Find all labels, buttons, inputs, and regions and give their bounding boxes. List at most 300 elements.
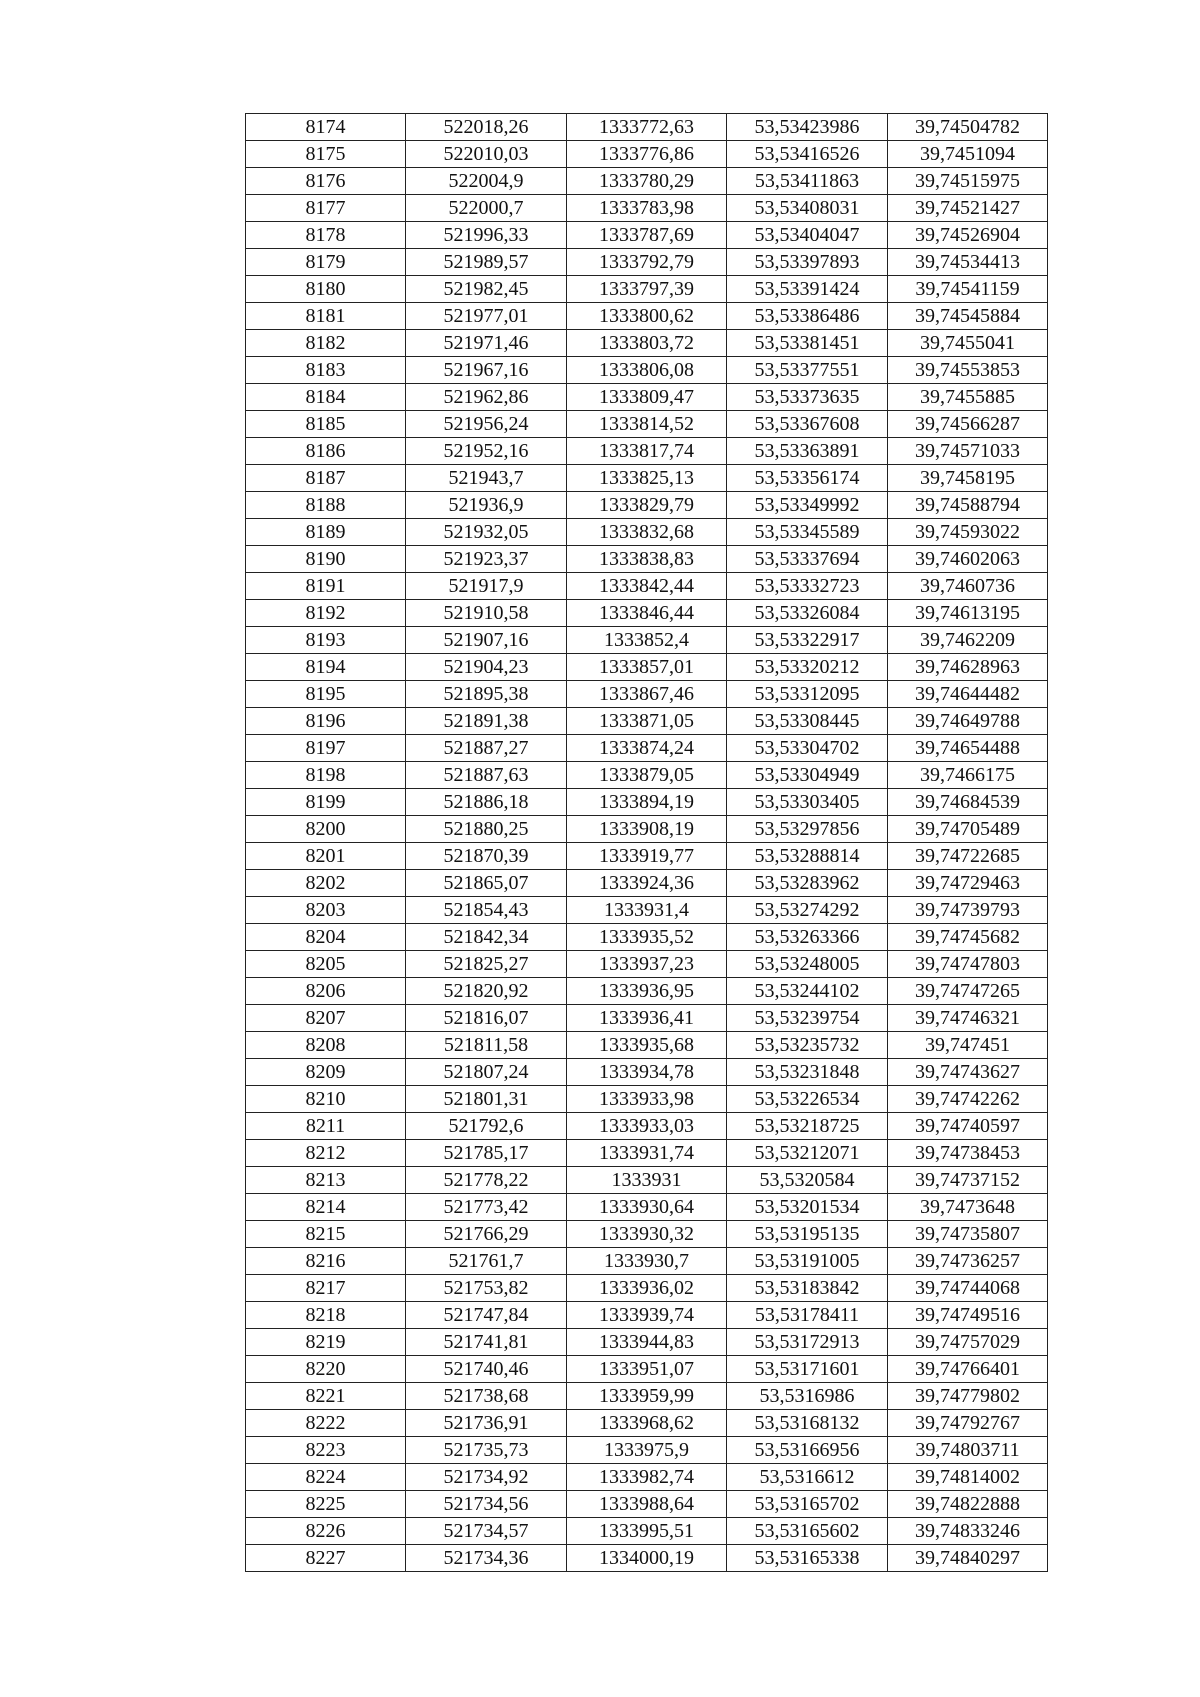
table-row [246, 708, 1048, 735]
table-row [246, 276, 1048, 303]
y-coordinate-cell: 1333959,99 [567, 1383, 727, 1410]
x-coordinate-cell: 521956,24 [406, 411, 567, 438]
x-coordinate-cell: 521785,17 [406, 1140, 567, 1167]
y-coordinate-cell: 1333783,98 [567, 195, 727, 222]
longitude-cell: 39,74735807 [888, 1221, 1048, 1248]
point-number-cell: 8217 [246, 1275, 406, 1302]
longitude-cell: 39,74757029 [888, 1329, 1048, 1356]
x-coordinate-cell: 521766,29 [406, 1221, 567, 1248]
point-number-cell: 8182 [246, 330, 406, 357]
point-number-cell: 8189 [246, 519, 406, 546]
latitude-cell: 53,53171601 [727, 1356, 888, 1383]
point-number-cell: 8201 [246, 843, 406, 870]
latitude-cell: 53,53168132 [727, 1410, 888, 1437]
point-number-cell: 8206 [246, 978, 406, 1005]
table-row [246, 951, 1048, 978]
longitude-cell: 39,74833246 [888, 1518, 1048, 1545]
point-number-cell: 8203 [246, 897, 406, 924]
y-coordinate-cell: 1333894,19 [567, 789, 727, 816]
longitude-cell: 39,74602063 [888, 546, 1048, 573]
longitude-cell: 39,74747265 [888, 978, 1048, 1005]
latitude-cell: 53,53165702 [727, 1491, 888, 1518]
point-number-cell: 8205 [246, 951, 406, 978]
y-coordinate-cell: 1333931,4 [567, 897, 727, 924]
x-coordinate-cell: 521825,27 [406, 951, 567, 978]
table-row [246, 789, 1048, 816]
y-coordinate-cell: 1333931 [567, 1167, 727, 1194]
table-row [246, 1383, 1048, 1410]
y-coordinate-cell: 1333936,02 [567, 1275, 727, 1302]
y-coordinate-cell: 1333772,63 [567, 114, 727, 141]
x-coordinate-cell: 521952,16 [406, 438, 567, 465]
table-row [246, 924, 1048, 951]
y-coordinate-cell: 1333846,44 [567, 600, 727, 627]
y-coordinate-cell: 1333825,13 [567, 465, 727, 492]
y-coordinate-cell: 1334000,19 [567, 1545, 727, 1572]
y-coordinate-cell: 1333936,95 [567, 978, 727, 1005]
x-coordinate-cell: 521773,42 [406, 1194, 567, 1221]
point-number-cell: 8193 [246, 627, 406, 654]
x-coordinate-cell: 521735,73 [406, 1437, 567, 1464]
x-coordinate-cell: 521971,46 [406, 330, 567, 357]
x-coordinate-cell: 521734,92 [406, 1464, 567, 1491]
x-coordinate-cell: 521887,63 [406, 762, 567, 789]
x-coordinate-cell: 521880,25 [406, 816, 567, 843]
table-row [246, 222, 1048, 249]
table-row [246, 1356, 1048, 1383]
point-number-cell: 8212 [246, 1140, 406, 1167]
table-row [246, 465, 1048, 492]
longitude-cell: 39,74803711 [888, 1437, 1048, 1464]
latitude-cell: 53,53304949 [727, 762, 888, 789]
x-coordinate-cell: 521895,38 [406, 681, 567, 708]
x-coordinate-cell: 521962,86 [406, 384, 567, 411]
table-row [246, 1194, 1048, 1221]
point-number-cell: 8188 [246, 492, 406, 519]
latitude-cell: 53,53244102 [727, 978, 888, 1005]
table-row [246, 1518, 1048, 1545]
table-row [246, 897, 1048, 924]
x-coordinate-cell: 521820,92 [406, 978, 567, 1005]
y-coordinate-cell: 1333931,74 [567, 1140, 727, 1167]
y-coordinate-cell: 1333933,03 [567, 1113, 727, 1140]
latitude-cell: 53,53165602 [727, 1518, 888, 1545]
y-coordinate-cell: 1333817,74 [567, 438, 727, 465]
y-coordinate-cell: 1333787,69 [567, 222, 727, 249]
table-row [246, 1248, 1048, 1275]
x-coordinate-cell: 521967,16 [406, 357, 567, 384]
latitude-cell: 53,53195135 [727, 1221, 888, 1248]
latitude-cell: 53,53349992 [727, 492, 888, 519]
x-coordinate-cell: 521807,24 [406, 1059, 567, 1086]
longitude-cell: 39,74553853 [888, 357, 1048, 384]
latitude-cell: 53,53191005 [727, 1248, 888, 1275]
latitude-cell: 53,53235732 [727, 1032, 888, 1059]
longitude-cell: 39,74779802 [888, 1383, 1048, 1410]
point-number-cell: 8209 [246, 1059, 406, 1086]
longitude-cell: 39,74792767 [888, 1410, 1048, 1437]
y-coordinate-cell: 1333800,62 [567, 303, 727, 330]
y-coordinate-cell: 1333867,46 [567, 681, 727, 708]
y-coordinate-cell: 1333968,62 [567, 1410, 727, 1437]
table-row [246, 1464, 1048, 1491]
y-coordinate-cell: 1333975,9 [567, 1437, 727, 1464]
latitude-cell: 53,53386486 [727, 303, 888, 330]
latitude-cell: 53,53212071 [727, 1140, 888, 1167]
longitude-cell: 39,74738453 [888, 1140, 1048, 1167]
latitude-cell: 53,53326084 [727, 600, 888, 627]
point-number-cell: 8200 [246, 816, 406, 843]
y-coordinate-cell: 1333776,86 [567, 141, 727, 168]
table-row [246, 843, 1048, 870]
point-number-cell: 8199 [246, 789, 406, 816]
longitude-cell: 39,7458195 [888, 465, 1048, 492]
longitude-cell: 39,74545884 [888, 303, 1048, 330]
point-number-cell: 8175 [246, 141, 406, 168]
longitude-cell: 39,7473648 [888, 1194, 1048, 1221]
x-coordinate-cell: 521943,7 [406, 465, 567, 492]
longitude-cell: 39,74649788 [888, 708, 1048, 735]
longitude-cell: 39,74745682 [888, 924, 1048, 951]
point-number-cell: 8220 [246, 1356, 406, 1383]
table-row [246, 141, 1048, 168]
point-number-cell: 8208 [246, 1032, 406, 1059]
latitude-cell: 53,53320212 [727, 654, 888, 681]
latitude-cell: 53,53356174 [727, 465, 888, 492]
y-coordinate-cell: 1333908,19 [567, 816, 727, 843]
table-row [246, 1059, 1048, 1086]
longitude-cell: 39,74814002 [888, 1464, 1048, 1491]
latitude-cell: 53,53337694 [727, 546, 888, 573]
point-number-cell: 8216 [246, 1248, 406, 1275]
latitude-cell: 53,53274292 [727, 897, 888, 924]
longitude-cell: 39,74742262 [888, 1086, 1048, 1113]
longitude-cell: 39,74739793 [888, 897, 1048, 924]
table-row [246, 303, 1048, 330]
x-coordinate-cell: 522018,26 [406, 114, 567, 141]
table-row [246, 1410, 1048, 1437]
latitude-cell: 53,53363891 [727, 438, 888, 465]
longitude-cell: 39,74526904 [888, 222, 1048, 249]
longitude-cell: 39,74822888 [888, 1491, 1048, 1518]
x-coordinate-cell: 521738,68 [406, 1383, 567, 1410]
y-coordinate-cell: 1333939,74 [567, 1302, 727, 1329]
table-row [246, 411, 1048, 438]
point-number-cell: 8215 [246, 1221, 406, 1248]
point-number-cell: 8226 [246, 1518, 406, 1545]
point-number-cell: 8178 [246, 222, 406, 249]
latitude-cell: 53,53303405 [727, 789, 888, 816]
latitude-cell: 53,53381451 [727, 330, 888, 357]
table-row [246, 1491, 1048, 1518]
y-coordinate-cell: 1333935,68 [567, 1032, 727, 1059]
x-coordinate-cell: 521932,05 [406, 519, 567, 546]
latitude-cell: 53,53345589 [727, 519, 888, 546]
latitude-cell: 53,53172913 [727, 1329, 888, 1356]
point-number-cell: 8227 [246, 1545, 406, 1572]
latitude-cell: 53,53288814 [727, 843, 888, 870]
x-coordinate-cell: 521734,36 [406, 1545, 567, 1572]
table-row [246, 1437, 1048, 1464]
y-coordinate-cell: 1333809,47 [567, 384, 727, 411]
point-number-cell: 8214 [246, 1194, 406, 1221]
longitude-cell: 39,74743627 [888, 1059, 1048, 1086]
y-coordinate-cell: 1333832,68 [567, 519, 727, 546]
x-coordinate-cell: 521977,01 [406, 303, 567, 330]
longitude-cell: 39,74737152 [888, 1167, 1048, 1194]
x-coordinate-cell: 521907,16 [406, 627, 567, 654]
longitude-cell: 39,74744068 [888, 1275, 1048, 1302]
longitude-cell: 39,74740597 [888, 1113, 1048, 1140]
table-row [246, 627, 1048, 654]
longitude-cell: 39,7455885 [888, 384, 1048, 411]
latitude-cell: 53,53226534 [727, 1086, 888, 1113]
point-number-cell: 8187 [246, 465, 406, 492]
longitude-cell: 39,74566287 [888, 411, 1048, 438]
latitude-cell: 53,53248005 [727, 951, 888, 978]
y-coordinate-cell: 1333930,32 [567, 1221, 727, 1248]
y-coordinate-cell: 1333792,79 [567, 249, 727, 276]
longitude-cell: 39,74644482 [888, 681, 1048, 708]
y-coordinate-cell: 1333838,83 [567, 546, 727, 573]
y-coordinate-cell: 1333930,64 [567, 1194, 727, 1221]
longitude-cell: 39,74722685 [888, 843, 1048, 870]
y-coordinate-cell: 1333924,36 [567, 870, 727, 897]
x-coordinate-cell: 521740,46 [406, 1356, 567, 1383]
y-coordinate-cell: 1333935,52 [567, 924, 727, 951]
longitude-cell: 39,74628963 [888, 654, 1048, 681]
x-coordinate-cell: 521734,56 [406, 1491, 567, 1518]
point-number-cell: 8186 [246, 438, 406, 465]
longitude-cell: 39,74729463 [888, 870, 1048, 897]
y-coordinate-cell: 1333806,08 [567, 357, 727, 384]
x-coordinate-cell: 521887,27 [406, 735, 567, 762]
point-number-cell: 8190 [246, 546, 406, 573]
coordinates-table [245, 113, 1048, 1572]
longitude-cell: 39,74705489 [888, 816, 1048, 843]
longitude-cell: 39,74588794 [888, 492, 1048, 519]
point-number-cell: 8174 [246, 114, 406, 141]
y-coordinate-cell: 1333879,05 [567, 762, 727, 789]
point-number-cell: 8176 [246, 168, 406, 195]
y-coordinate-cell: 1333852,4 [567, 627, 727, 654]
longitude-cell: 39,74504782 [888, 114, 1048, 141]
point-number-cell: 8185 [246, 411, 406, 438]
y-coordinate-cell: 1333780,29 [567, 168, 727, 195]
longitude-cell: 39,74684539 [888, 789, 1048, 816]
latitude-cell: 53,53308445 [727, 708, 888, 735]
y-coordinate-cell: 1333871,05 [567, 708, 727, 735]
point-number-cell: 8204 [246, 924, 406, 951]
latitude-cell: 53,5316986 [727, 1383, 888, 1410]
point-number-cell: 8224 [246, 1464, 406, 1491]
point-number-cell: 8219 [246, 1329, 406, 1356]
longitude-cell: 39,74613195 [888, 600, 1048, 627]
longitude-cell: 39,7462209 [888, 627, 1048, 654]
longitude-cell: 39,74746321 [888, 1005, 1048, 1032]
latitude-cell: 53,53178411 [727, 1302, 888, 1329]
table-row [246, 546, 1048, 573]
latitude-cell: 53,53312095 [727, 681, 888, 708]
y-coordinate-cell: 1333842,44 [567, 573, 727, 600]
latitude-cell: 53,53231848 [727, 1059, 888, 1086]
point-number-cell: 8207 [246, 1005, 406, 1032]
point-number-cell: 8195 [246, 681, 406, 708]
table-row [246, 816, 1048, 843]
point-number-cell: 8184 [246, 384, 406, 411]
table-row [246, 1545, 1048, 1572]
y-coordinate-cell: 1333797,39 [567, 276, 727, 303]
point-number-cell: 8218 [246, 1302, 406, 1329]
latitude-cell: 53,5320584 [727, 1167, 888, 1194]
table-row [246, 1113, 1048, 1140]
latitude-cell: 53,53416526 [727, 141, 888, 168]
x-coordinate-cell: 521865,07 [406, 870, 567, 897]
longitude-cell: 39,74840297 [888, 1545, 1048, 1572]
longitude-cell: 39,7466175 [888, 762, 1048, 789]
latitude-cell: 53,53166956 [727, 1437, 888, 1464]
latitude-cell: 53,53218725 [727, 1113, 888, 1140]
y-coordinate-cell: 1333982,74 [567, 1464, 727, 1491]
x-coordinate-cell: 521801,31 [406, 1086, 567, 1113]
table-row [246, 600, 1048, 627]
x-coordinate-cell: 522000,7 [406, 195, 567, 222]
y-coordinate-cell: 1333934,78 [567, 1059, 727, 1086]
table-row [246, 1005, 1048, 1032]
y-coordinate-cell: 1333933,98 [567, 1086, 727, 1113]
y-coordinate-cell: 1333944,83 [567, 1329, 727, 1356]
y-coordinate-cell: 1333936,41 [567, 1005, 727, 1032]
point-number-cell: 8191 [246, 573, 406, 600]
table-row [246, 1086, 1048, 1113]
table-row [246, 654, 1048, 681]
point-number-cell: 8181 [246, 303, 406, 330]
table-row [246, 492, 1048, 519]
point-number-cell: 8177 [246, 195, 406, 222]
point-number-cell: 8222 [246, 1410, 406, 1437]
x-coordinate-cell: 521904,23 [406, 654, 567, 681]
latitude-cell: 53,53404047 [727, 222, 888, 249]
point-number-cell: 8225 [246, 1491, 406, 1518]
longitude-cell: 39,74654488 [888, 735, 1048, 762]
longitude-cell: 39,7455041 [888, 330, 1048, 357]
longitude-cell: 39,74541159 [888, 276, 1048, 303]
latitude-cell: 53,53183842 [727, 1275, 888, 1302]
point-number-cell: 8192 [246, 600, 406, 627]
point-number-cell: 8211 [246, 1113, 406, 1140]
point-number-cell: 8180 [246, 276, 406, 303]
table-row [246, 978, 1048, 1005]
table-row [246, 384, 1048, 411]
table-row [246, 573, 1048, 600]
longitude-cell: 39,747451 [888, 1032, 1048, 1059]
table-row [246, 1275, 1048, 1302]
x-coordinate-cell: 521736,91 [406, 1410, 567, 1437]
longitude-cell: 39,74521427 [888, 195, 1048, 222]
latitude-cell: 53,53165338 [727, 1545, 888, 1572]
point-number-cell: 8183 [246, 357, 406, 384]
longitude-cell: 39,74515975 [888, 168, 1048, 195]
y-coordinate-cell: 1333857,01 [567, 654, 727, 681]
latitude-cell: 53,53283962 [727, 870, 888, 897]
longitude-cell: 39,74593022 [888, 519, 1048, 546]
x-coordinate-cell: 521778,22 [406, 1167, 567, 1194]
x-coordinate-cell: 521741,81 [406, 1329, 567, 1356]
table-row [246, 1140, 1048, 1167]
y-coordinate-cell: 1333814,52 [567, 411, 727, 438]
y-coordinate-cell: 1333919,77 [567, 843, 727, 870]
longitude-cell: 39,74749516 [888, 1302, 1048, 1329]
table-row [246, 195, 1048, 222]
latitude-cell: 53,53263366 [727, 924, 888, 951]
x-coordinate-cell: 521811,58 [406, 1032, 567, 1059]
latitude-cell: 53,53322917 [727, 627, 888, 654]
longitude-cell: 39,74766401 [888, 1356, 1048, 1383]
latitude-cell: 53,53304702 [727, 735, 888, 762]
point-number-cell: 8196 [246, 708, 406, 735]
latitude-cell: 53,53391424 [727, 276, 888, 303]
table-row [246, 1167, 1048, 1194]
longitude-cell: 39,7451094 [888, 141, 1048, 168]
y-coordinate-cell: 1333995,51 [567, 1518, 727, 1545]
table-row [246, 1302, 1048, 1329]
latitude-cell: 53,53411863 [727, 168, 888, 195]
x-coordinate-cell: 521792,6 [406, 1113, 567, 1140]
table-row [246, 735, 1048, 762]
y-coordinate-cell: 1333874,24 [567, 735, 727, 762]
x-coordinate-cell: 521982,45 [406, 276, 567, 303]
point-number-cell: 8197 [246, 735, 406, 762]
point-number-cell: 8202 [246, 870, 406, 897]
latitude-cell: 53,53332723 [727, 573, 888, 600]
x-coordinate-cell: 521923,37 [406, 546, 567, 573]
point-number-cell: 8221 [246, 1383, 406, 1410]
point-number-cell: 8213 [246, 1167, 406, 1194]
latitude-cell: 53,53367608 [727, 411, 888, 438]
latitude-cell: 53,53397893 [727, 249, 888, 276]
point-number-cell: 8210 [246, 1086, 406, 1113]
longitude-cell: 39,7460736 [888, 573, 1048, 600]
x-coordinate-cell: 521761,7 [406, 1248, 567, 1275]
y-coordinate-cell: 1333988,64 [567, 1491, 727, 1518]
latitude-cell: 53,53423986 [727, 114, 888, 141]
x-coordinate-cell: 521854,43 [406, 897, 567, 924]
x-coordinate-cell: 521842,34 [406, 924, 567, 951]
y-coordinate-cell: 1333951,07 [567, 1356, 727, 1383]
point-number-cell: 8179 [246, 249, 406, 276]
longitude-cell: 39,74747803 [888, 951, 1048, 978]
y-coordinate-cell: 1333829,79 [567, 492, 727, 519]
latitude-cell: 53,5316612 [727, 1464, 888, 1491]
point-number-cell: 8223 [246, 1437, 406, 1464]
latitude-cell: 53,53239754 [727, 1005, 888, 1032]
table-row [246, 168, 1048, 195]
table-row [246, 438, 1048, 465]
table-row [246, 249, 1048, 276]
longitude-cell: 39,74571033 [888, 438, 1048, 465]
longitude-cell: 39,74534413 [888, 249, 1048, 276]
table-row [246, 519, 1048, 546]
x-coordinate-cell: 521910,58 [406, 600, 567, 627]
y-coordinate-cell: 1333937,23 [567, 951, 727, 978]
table-row [246, 681, 1048, 708]
x-coordinate-cell: 521870,39 [406, 843, 567, 870]
x-coordinate-cell: 521734,57 [406, 1518, 567, 1545]
table-row [246, 1221, 1048, 1248]
table-row [246, 1032, 1048, 1059]
point-number-cell: 8198 [246, 762, 406, 789]
latitude-cell: 53,53201534 [727, 1194, 888, 1221]
